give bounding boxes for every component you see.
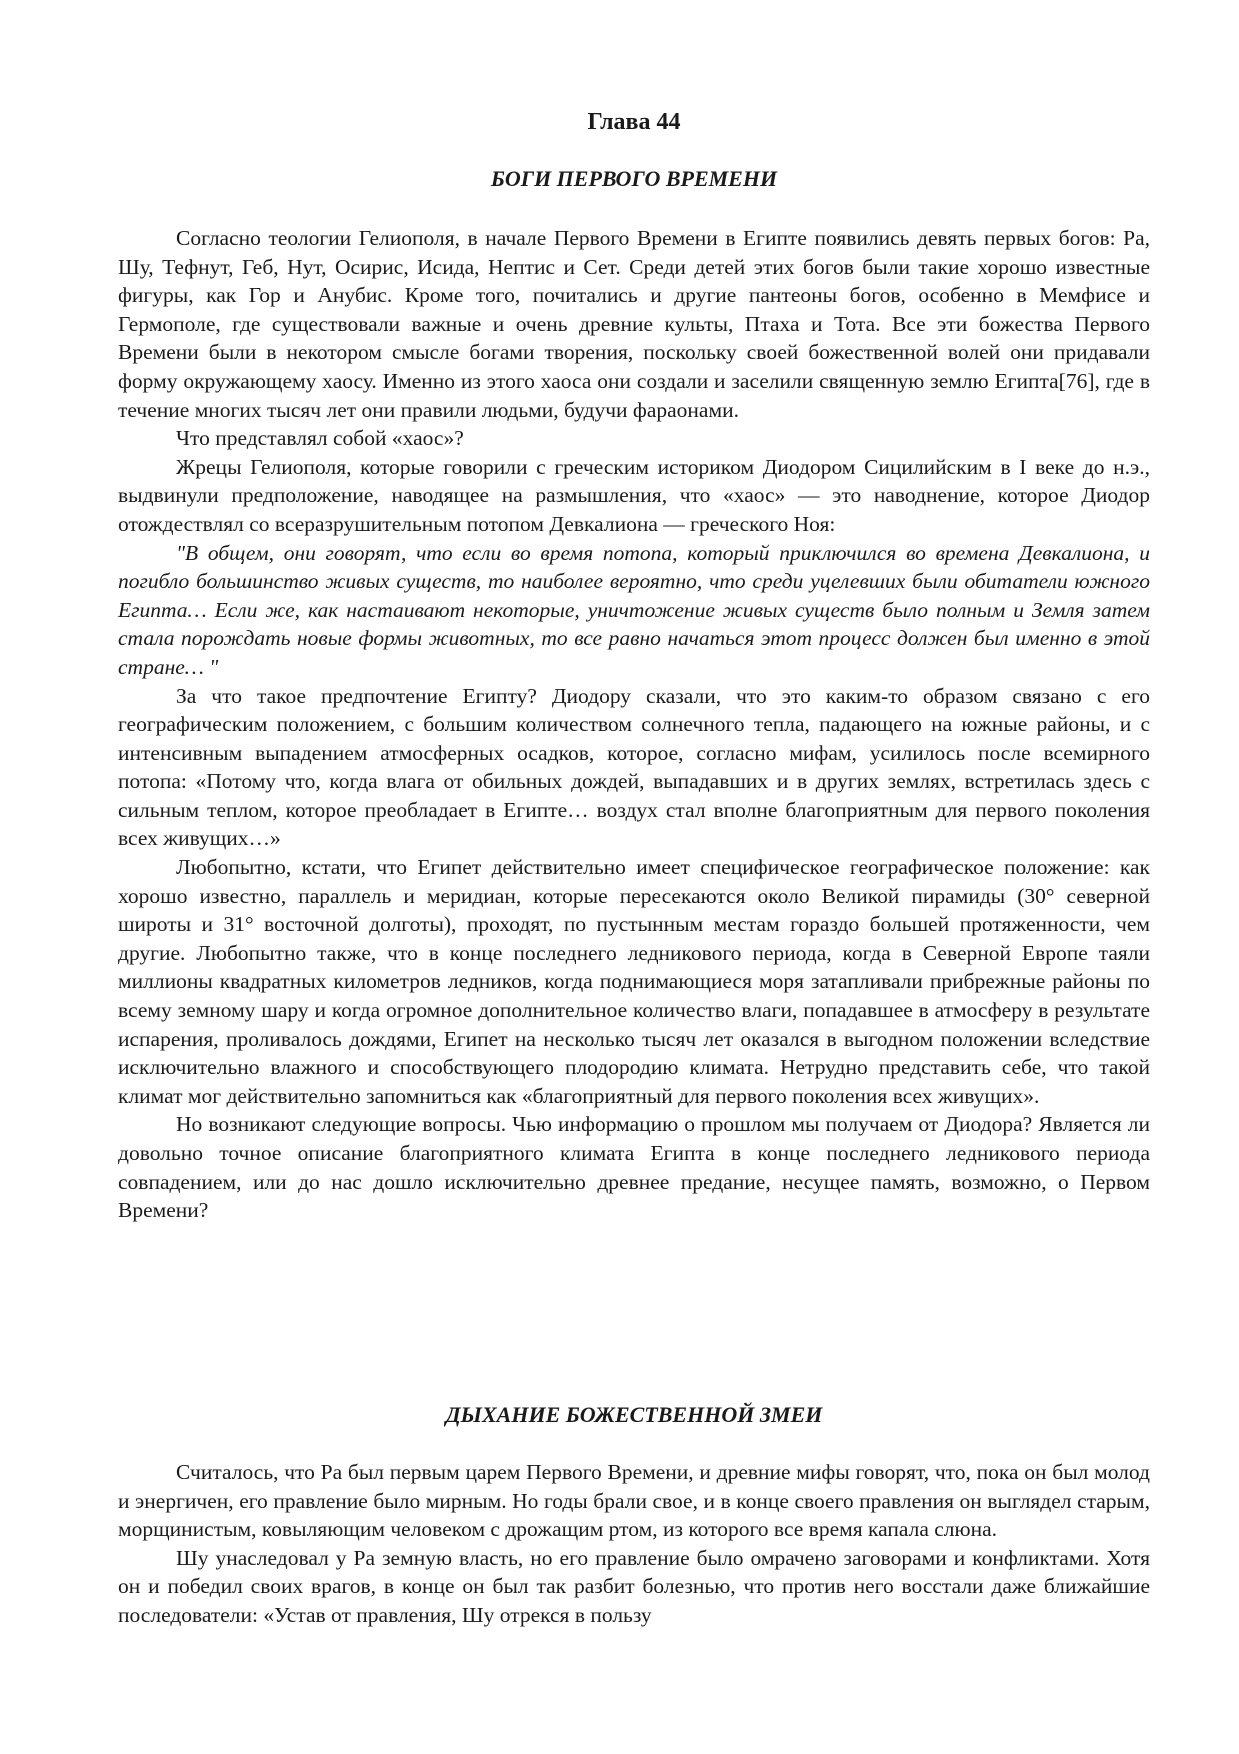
document-page [118, 0, 1150, 1754]
section-title-gods: БОГИ ПЕРВОГО ВРЕМЕНИ [490, 166, 778, 191]
chapter-title: Глава 44 [587, 109, 681, 135]
paragraph: Что представлял собой «хаос»? [176, 426, 464, 451]
paragraph: За что такое предпочтение Египту? Диодору сказали, что это каким-то образом связано с его географическим положением, с большим количеством солнечного тепла, падающего на южные районы, и с интенсивным выпадением атмосферных осадков, которое, согласно мифам, усилилось после всемирного потопа: «Потому что, когда влага от обильных дождей, выпадавших и в других землях, встретилась здесь с сильным теплом, которое преобладает в Египте… воздух стал вполне благоприятным для первого поколения всех живущих…» [118, 683, 1150, 851]
paragraph: Считалось, что Ра был первым царем Первого Времени, и древние мифы говорят, что, пока он был молод и энергичен, его правление было мирным. Но годы брали свое, и в конце своего правления он выглядел старым, морщинистым, ковыляющим человеком с дрожащим ртом, из которого все время капала слюна. [118, 1460, 1150, 1542]
section-title-serpent: ДЫХАНИЕ БОЖЕСТВЕННОЙ ЗМЕИ [445, 1402, 823, 1427]
paragraph: Жрецы Гелиополя, которые говорили с греческим историком Диодором Сицилийским в I веке до н.э., выдвинули предположение, наводящее на размышления, что «хаос» — это наводнение, которое Диодор отождествлял со всеразрушительным потопом Девкалиона — греческого Ноя: [118, 454, 1150, 536]
paragraph: Любопытно, кстати, что Египет действительно имеет специфическое географическое положение: как хорошо известно, параллель и меридиан, которые пересекаются около Великой пирамиды (30° северной широты и 31° восточной долготы), проходят, по пустынным местам гораздо большей протяженности, чем другие. Любопытно также, что в конце последнего ледникового периода, когда в Северной Европе таяли миллионы квадратных километров ледников, когда поднимающиеся моря затапливали прибрежные районы по всему земному шару и когда огромное дополнительное количество влаги, попадавшее в атмосферу в результате испарения, проливалось дождями, Египет на несколько тысяч лет оказался в выгодном положении вследствие исключительно влажного и способствующего плодородию климата. Нетрудно представить себе, что такой климат мог действительно запомниться как «благоприятный для первого поколения всех живущих». [118, 855, 1150, 1108]
section-body-serpent [118, 1458, 1150, 1630]
paragraph: Шу унаследовал у Ра земную власть, но его правление было омрачено заговорами и конфликтами. Хотя он и победил своих врагов, в конце он был так разбит болезнью, что против него восстали даже ближайшие последователи: «Устав от правления, Шу отрекся в пользу [118, 1545, 1150, 1627]
paragraph: Согласно теологии Гелиополя, в начале Первого Времени в Египте появились девять первых богов: Ра, Шу, Тефнут, Геб, Нут, Осирис, Исида, Нептис и Сет. Среди детей этих богов были такие хорошо известные фигуры, как Гор и Анубис. Кроме того, почитались и другие пантеоны богов, особенно в Мемфисе и Гермополе, где существовали важные и очень древние культы, Птаха и Тота. Все эти божества Первого Времени были в некотором смысле богами творения, поскольку своей божественной волей они придавали форму окружающему хаосу. Именно из этого хаоса они создали и заселили священную землю Египта[76], где в течение многих тысяч лет они правили людьми, будучи фараонами. [118, 226, 1150, 422]
paragraph: Но возникают следующие вопросы. Чью информацию о прошлом мы получаем от Диодора? Является ли довольно точное описание благоприятного климата Египта в конце последнего ледникового периода совпадением, или до нас дошло исключительно древнее предание, несущее память, возможно, о Первом Времени? [118, 1112, 1150, 1223]
quote-paragraph: "В общем, они говорят, что если во время потопа, который приключился во времена Девкалиона, и погибло большинство живых существ, то наиболее вероятно, что среди уцелевших были обитатели южного Египта… Если же, как настаивают некоторые, уничтожение живых существ было полным и Земля затем стала порождать новые формы животных, то все равно начаться этот процесс должен был именно в этой стране… " [118, 540, 1150, 679]
section-body-gods [118, 224, 1150, 1225]
